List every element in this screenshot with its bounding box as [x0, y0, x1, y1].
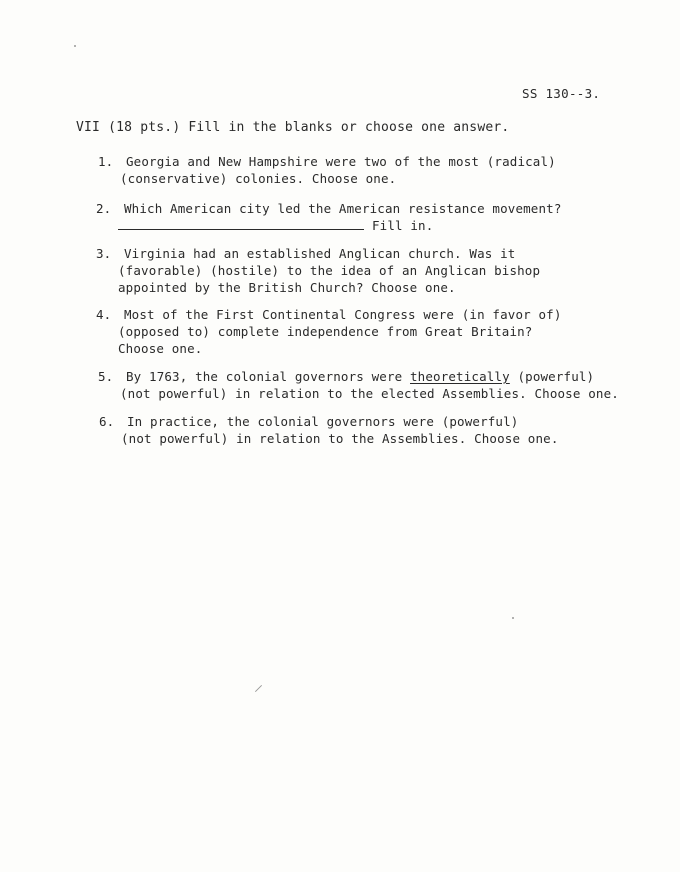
question-text: [98, 368, 619, 385]
question-instruction: Fill in.: [372, 218, 434, 233]
question-5: [98, 368, 619, 402]
question-text: appointed by the British Church? Choose one.: [118, 280, 456, 295]
question-text: In practice, the colonial governors were (powerful): [127, 414, 519, 429]
question-text: Most of the First Continental Congress were (in favor of): [124, 307, 562, 322]
question-number: 4.: [96, 307, 112, 322]
section-heading: VII (18 pts.) Fill in the blanks or choose one answer.: [76, 120, 510, 135]
question-3: [96, 245, 540, 296]
question-6: [99, 413, 559, 447]
question-text: Choose one.: [118, 341, 203, 356]
question-number: 2.: [96, 201, 112, 216]
course-code: SS 130--3.: [522, 86, 601, 101]
question-2: [96, 200, 562, 234]
fill-in-blank[interactable]: [118, 218, 364, 230]
question-text: Virginia had an established Anglican church. Was it: [124, 246, 516, 261]
question-number: 3.: [96, 246, 112, 261]
question-text: (favorable) (hostile) to the idea of an Anglican bishop: [118, 263, 541, 278]
question-1: [98, 153, 556, 187]
emphasized-word: theoretically: [410, 369, 510, 384]
question-text: Which American city led the American resistance movement?: [124, 201, 562, 216]
question-text: (not powerful) in relation to the Assemblies. Choose one.: [121, 431, 559, 446]
answer-row: [96, 217, 562, 234]
paper-speck: [512, 617, 514, 619]
question-number: 5.: [98, 369, 114, 384]
question-text: (conservative) colonies. Choose one.: [120, 171, 397, 186]
question-text-part: (powerful): [509, 369, 595, 384]
question-number: 1.: [98, 154, 114, 169]
pencil-mark: [255, 685, 262, 692]
question-number: 6.: [99, 414, 115, 429]
question-text: (opposed to) complete independence from Great Britain?: [118, 324, 533, 339]
question-text: Georgia and New Hampshire were two of the most (radical): [126, 154, 556, 169]
question-text-part: By 1763, the colonial governors were: [126, 369, 410, 384]
question-text: (not powerful) in relation to the elected Assemblies. Choose one.: [120, 386, 619, 401]
question-4: [96, 306, 562, 357]
paper-speck: [74, 45, 76, 47]
